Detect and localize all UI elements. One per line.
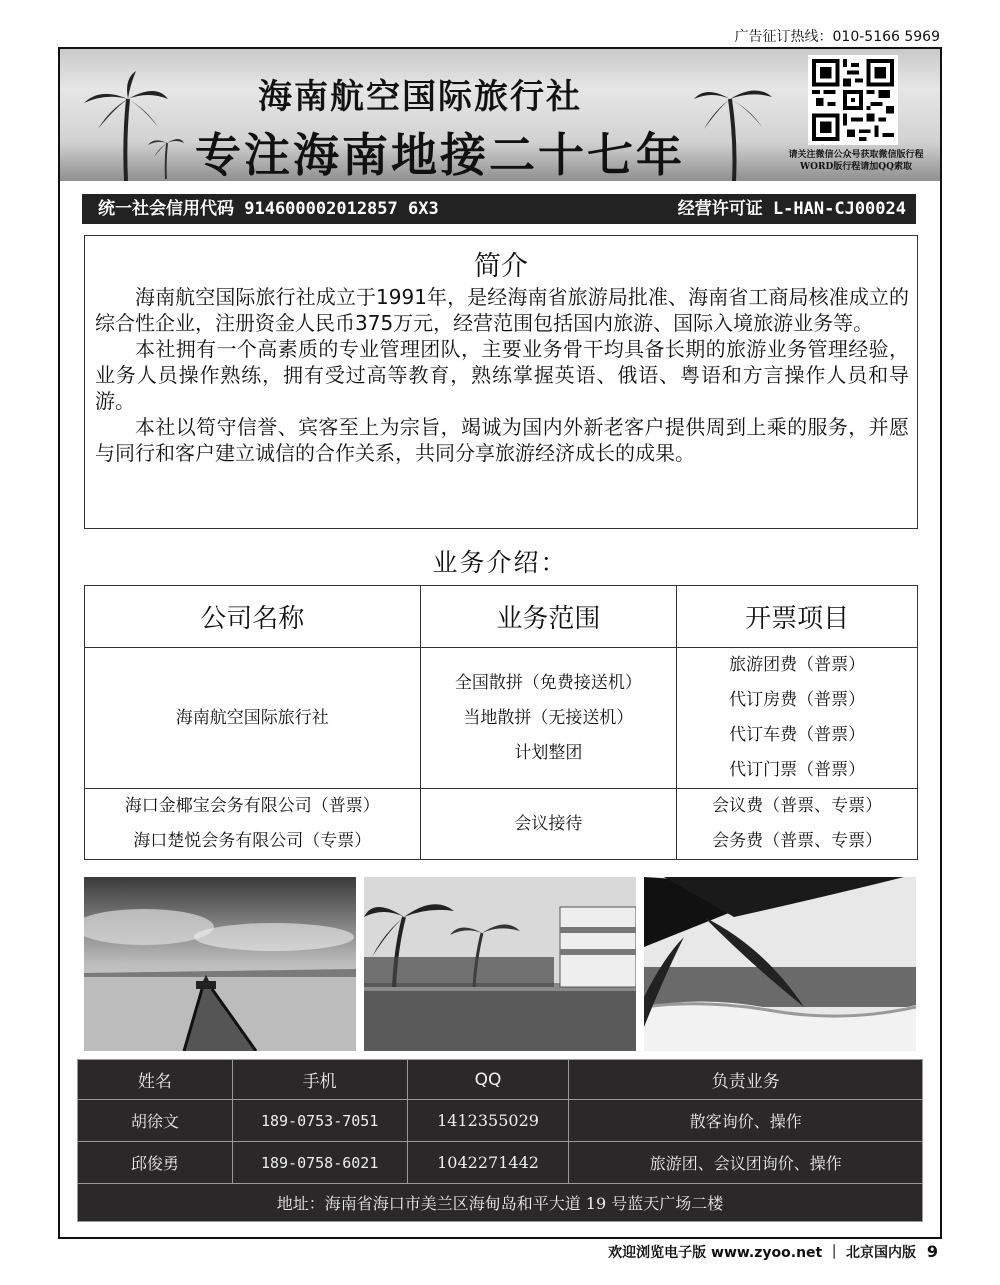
- contact-name: 邱俊勇: [78, 1142, 233, 1184]
- contact-header-row: [78, 1060, 923, 1100]
- photo-beach: [644, 877, 916, 1051]
- contact-name: 胡徐文: [78, 1100, 233, 1142]
- intro-paragraph: 本社拥有一个高素质的专业管理团队，主要业务骨干均具备长期的旅游业务管理经验，业务人员操作熟练，拥有受过高等教育，熟练掌握英语、俄语、粤语和方言操作人员和导游。: [95, 337, 909, 413]
- business-table: [84, 585, 918, 860]
- business-permit: 经营许可证 L-HAN-CJ00024: [677, 199, 906, 219]
- qr-code-icon: [812, 59, 894, 141]
- qr-note: 请关注微信公众号获取微信版行程 WORD版行程请加QQ索取: [788, 150, 924, 172]
- beach-image: [644, 877, 916, 1051]
- ad-hotline: 广告征订热线：010-5166 5969: [734, 29, 940, 45]
- invoice-cell: 会议费（普票、专票） 会务费（普票、专票）: [677, 789, 918, 860]
- col-header-invoice: 开票项目: [677, 586, 918, 648]
- page-number: 9: [926, 1242, 938, 1261]
- wechat-qr-code[interactable]: [808, 55, 898, 145]
- table-row: [85, 648, 918, 789]
- contact-duty: 旅游团、会议团询价、操作: [569, 1142, 923, 1184]
- footer-text[interactable]: 欢迎浏览电子版 www.zyoo.net ｜ 北京国内版: [608, 1245, 916, 1261]
- col-header-duty: 负责业务: [569, 1060, 923, 1100]
- resort-image: [364, 877, 636, 1051]
- page-footer: [608, 1242, 938, 1262]
- invoice-cell: 旅游团费（普票） 代订房费（普票） 代订车费（普票） 代订门票（普票）: [677, 648, 918, 789]
- col-header-scope: 业务范围: [420, 586, 677, 648]
- license-bar: [82, 194, 916, 224]
- intro-paragraph: 本社以笱守信誉、宾客至上为宗旨，竭诚为国内外新老客户提供周到上乘的服务，并愿与同行和客户建立诚信的合作关系，共同分享旅游经济成长的成果。: [95, 415, 909, 465]
- company-address: 地址：海南省海口市美兰区海甸岛和平大道 19 号蓝天广场二楼: [78, 1184, 923, 1222]
- company-cell: 海南航空国际旅行社: [85, 648, 421, 789]
- col-header-qq: QQ: [407, 1060, 569, 1100]
- page-frame: [58, 47, 942, 1239]
- pier-image: [84, 877, 356, 1051]
- contact-phone[interactable]: 189-0753-7051: [232, 1100, 407, 1142]
- col-header-phone: 手机: [232, 1060, 407, 1100]
- contact-row: [78, 1142, 923, 1184]
- company-cell: 海口金椰宝会务有限公司（普票） 海口楚悦会务有限公司（专票）: [85, 789, 421, 860]
- table-header-row: [85, 586, 918, 648]
- address-row: [78, 1184, 923, 1222]
- scope-cell: 会议接待: [420, 789, 677, 860]
- intro-box: [84, 235, 918, 529]
- business-title: 业务介绍：: [432, 548, 568, 577]
- contact-duty: 散客询价、操作: [569, 1100, 923, 1142]
- col-header-name: 姓名: [78, 1060, 233, 1100]
- photo-resort: [364, 877, 636, 1051]
- scope-cell: 全国散拼（免费接送机） 当地散拼（无接送机） 计划整团: [420, 648, 677, 789]
- photo-pier: [84, 877, 356, 1051]
- banner: [60, 49, 940, 181]
- col-header-company: 公司名称: [85, 586, 421, 648]
- contact-row: [78, 1100, 923, 1142]
- contact-phone[interactable]: 189-0758-6021: [232, 1142, 407, 1184]
- intro-heading: 简介: [474, 251, 528, 282]
- contact-qq[interactable]: 1412355029: [407, 1100, 569, 1142]
- table-row: [85, 789, 918, 860]
- credit-code: 统一社会信用代码 914600002012857 6X3: [98, 199, 439, 219]
- company-name: 海南航空国际旅行社: [258, 77, 582, 117]
- slogan: 专注海南地接二十七年: [195, 128, 685, 181]
- contact-qq[interactable]: 1042271442: [407, 1142, 569, 1184]
- contact-table: [77, 1059, 923, 1222]
- intro-paragraph: 海南航空国际旅行社成立于1991年，是经海南省旅游局批准、海南省工商局核准成立的综合性企业，注册资金人民币375万元，经营范围包括国内旅游、国际入境旅游业务等。: [95, 285, 909, 335]
